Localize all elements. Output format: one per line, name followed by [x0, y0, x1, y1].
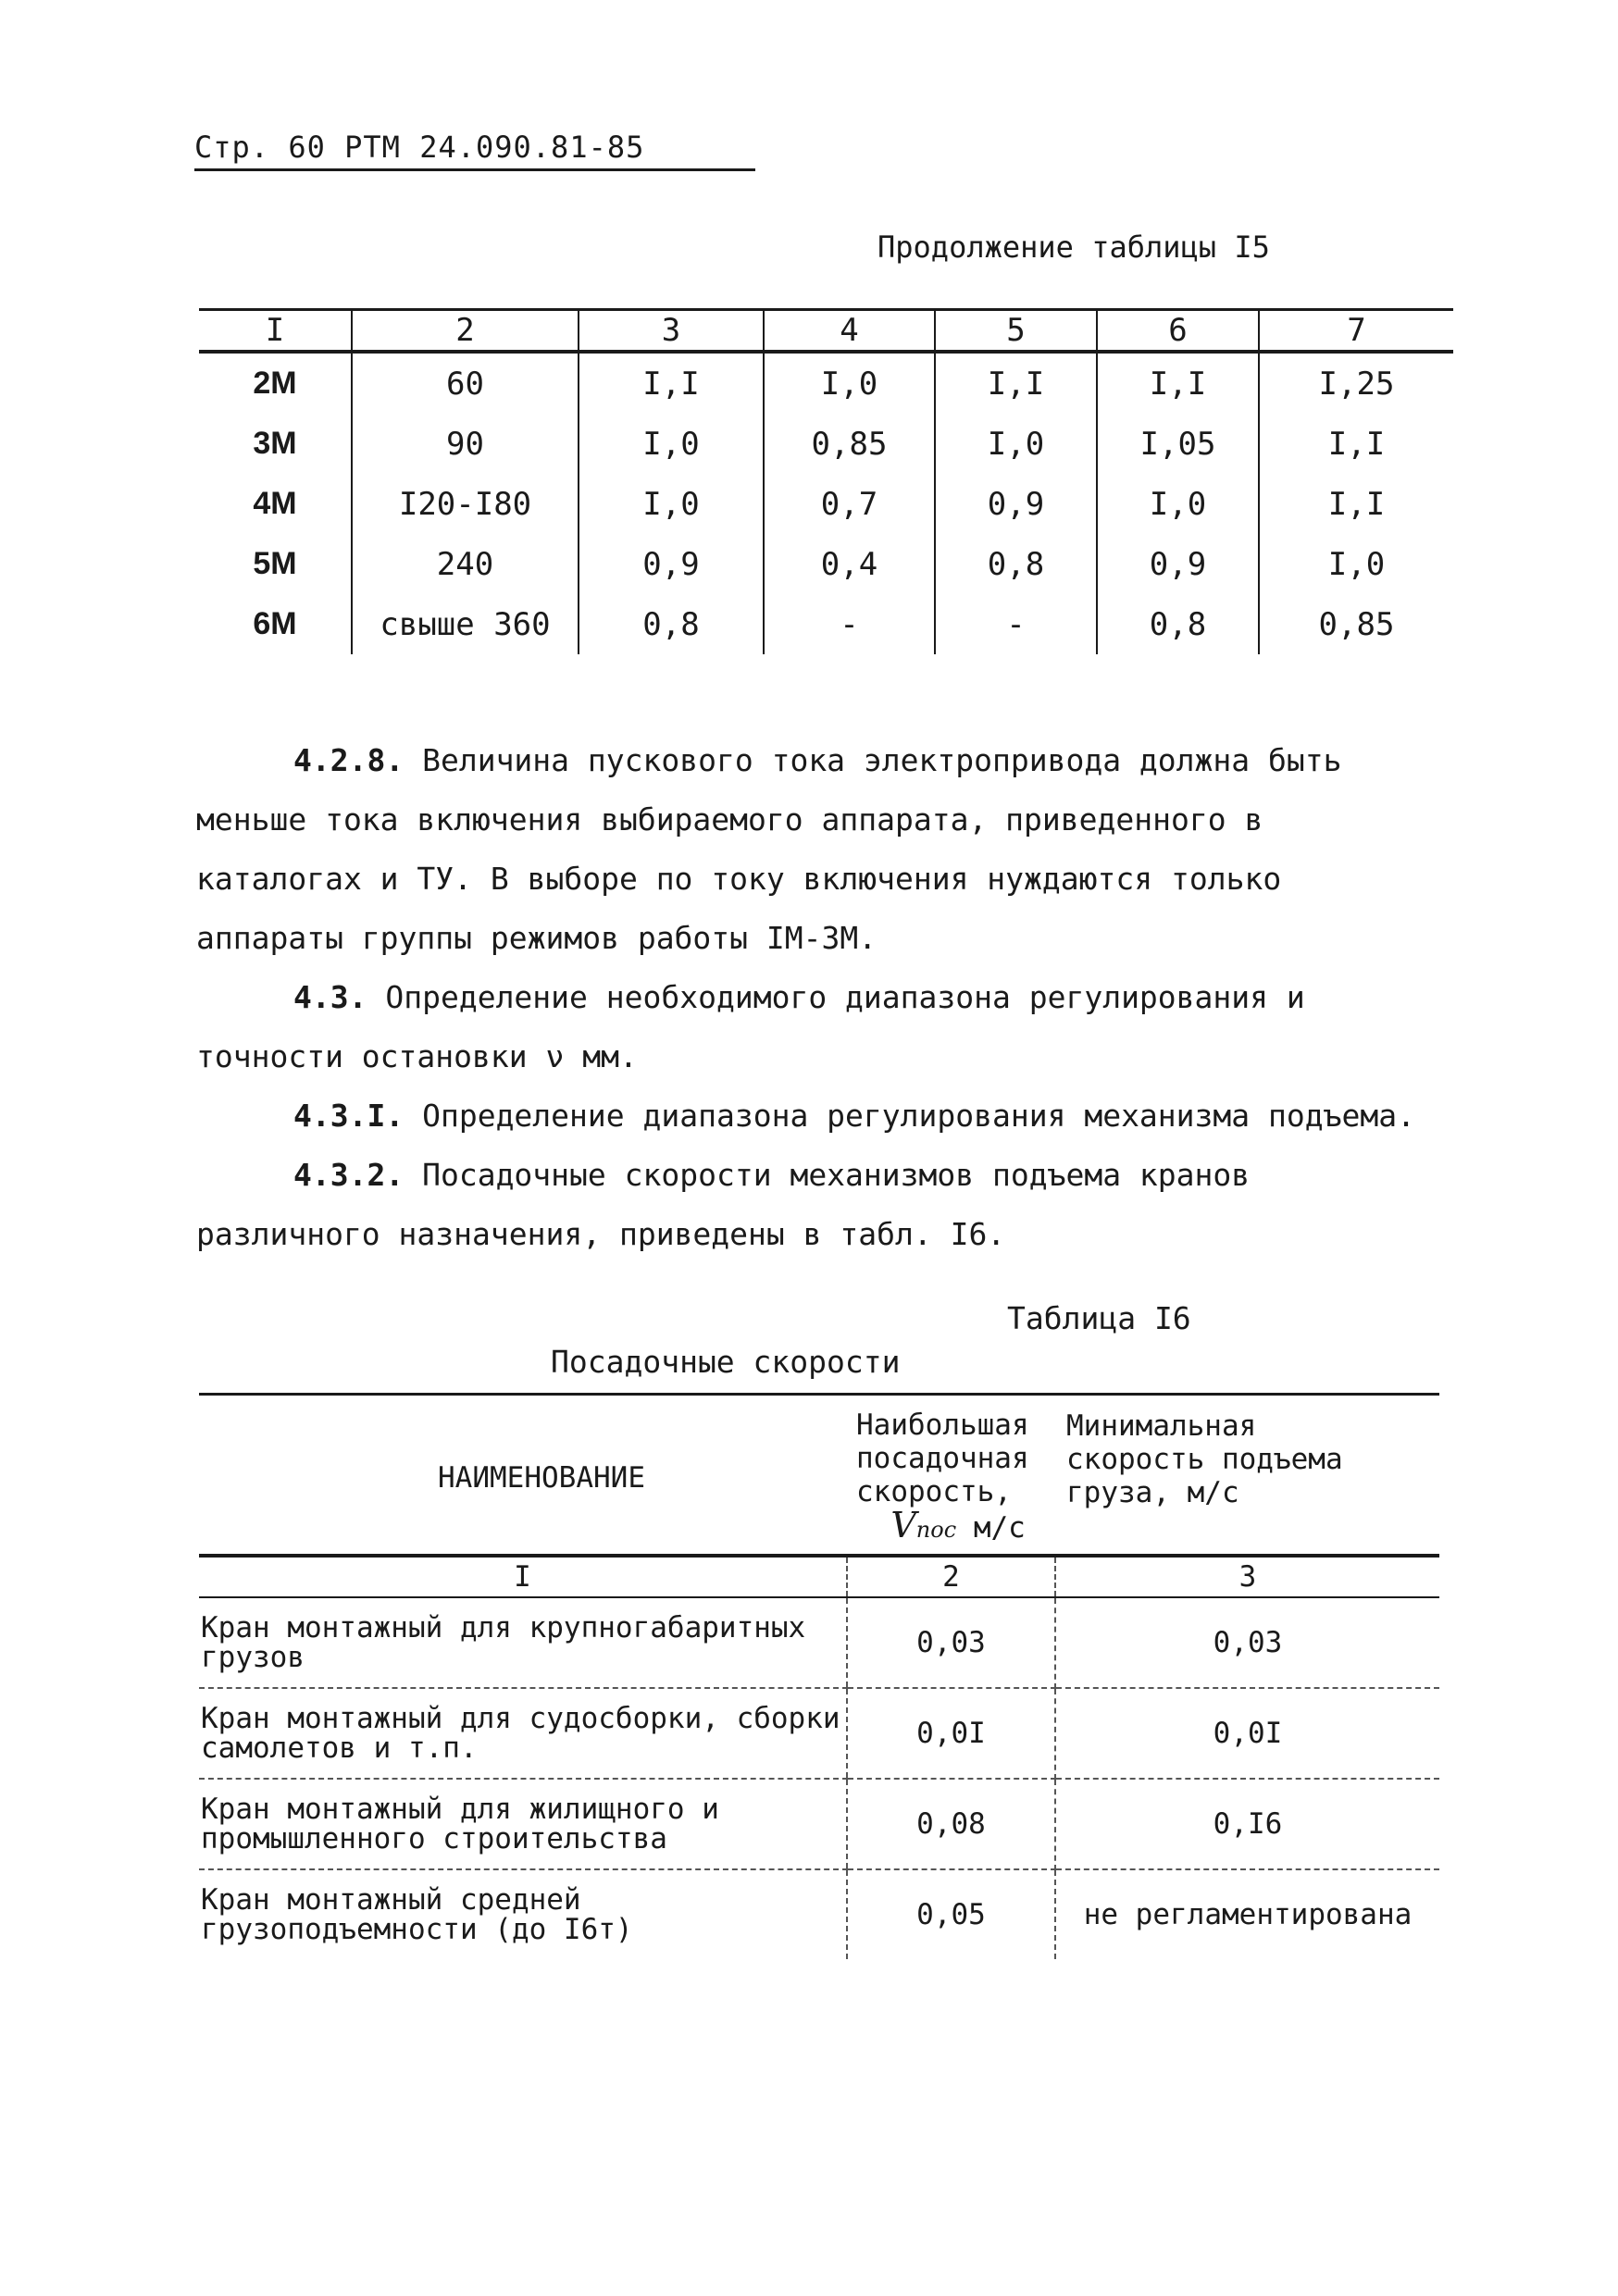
- header-line: Минимальная: [1066, 1409, 1257, 1443]
- table-row: [199, 474, 1453, 534]
- table-header-row: [199, 1395, 1439, 1557]
- column-number: I: [199, 310, 352, 353]
- column-number: 6: [1097, 310, 1259, 353]
- column-header-name: НАИМЕНОВАНИЕ: [199, 1395, 847, 1557]
- section-number: 4.3.2.: [293, 1157, 404, 1193]
- column-number: 7: [1259, 310, 1453, 353]
- landing-speed-value: 0,08: [847, 1779, 1055, 1869]
- section-number: 4.2.8.: [293, 742, 404, 778]
- column-number: 2: [847, 1556, 1055, 1597]
- table-cell: I,05: [1097, 414, 1259, 474]
- header-line: посадочная: [856, 1442, 1029, 1475]
- table-cell: I20-I80: [352, 474, 579, 534]
- header-line: Наибольшая: [856, 1409, 1029, 1442]
- column-number: 3: [1055, 1556, 1439, 1597]
- table-cell: 6М: [199, 594, 352, 654]
- table-cell: I,0: [764, 352, 935, 414]
- table-cell: 2М: [199, 352, 352, 414]
- table-cell: 4М: [199, 474, 352, 534]
- table-cell: 3М: [199, 414, 352, 474]
- table-cell: I,25: [1318, 365, 1395, 403]
- table-cell: 60: [352, 352, 579, 414]
- table-row: [199, 1688, 1439, 1779]
- table-16-title: Посадочные скорости: [551, 1344, 901, 1380]
- table-cell: -: [764, 594, 935, 654]
- crane-type: Кран монтажный для судосборки, сборки самолетов и т.п.: [199, 1688, 847, 1779]
- min-speed-value: 0,03: [1055, 1597, 1439, 1688]
- landing-speed-value: 0,0I: [847, 1688, 1055, 1779]
- section-number: 4.3.I.: [293, 1098, 404, 1134]
- table-cell: 0,85: [764, 414, 935, 474]
- header-formula: [856, 1505, 1055, 1546]
- table-cell: I,0: [935, 414, 1097, 474]
- paragraph-4-2-8: [196, 731, 1441, 968]
- section-number: 4.3.: [293, 979, 367, 1015]
- table-cell: 0,8: [579, 594, 764, 654]
- table-cell: 0,9: [935, 474, 1097, 534]
- table-cell: 0,8: [935, 534, 1097, 594]
- column-number: 2: [352, 310, 579, 353]
- paragraph-text: Определение необходимого диапазона регулирования и точности остановки ν мм.: [196, 979, 1305, 1074]
- min-speed-value: 0,0I: [1055, 1688, 1439, 1779]
- table-16: [199, 1393, 1439, 1959]
- column-number: 5: [935, 310, 1097, 353]
- velocity-symbol: V: [890, 1505, 916, 1545]
- column-number: 4: [764, 310, 935, 353]
- table-cell: 0,85: [1318, 605, 1395, 643]
- table-row: [199, 1869, 1439, 1959]
- landing-speed-value: 0,05: [847, 1869, 1055, 1959]
- table-cell: 5М: [199, 534, 352, 594]
- header-line: груза, м/с: [1066, 1475, 1239, 1509]
- paragraph-4-3-2: [196, 1146, 1441, 1264]
- table-continuation-label: Продолжение таблицы I5: [877, 230, 1270, 265]
- table-cell: 0,8: [1097, 594, 1259, 654]
- table-cell: I,I: [1097, 352, 1259, 414]
- header-line: скорость,: [856, 1475, 1012, 1508]
- table-15-continuation: [199, 308, 1453, 654]
- table-16-caption: Таблица I6: [1007, 1300, 1191, 1336]
- paragraph-text: Посадочные скорости механизмов подъема кранов различного назначения, приведены в табл. I6.: [196, 1157, 1251, 1252]
- table-cell: -: [935, 594, 1097, 654]
- paragraph-4-3-1: [196, 1086, 1441, 1146]
- table-cell: 0,9: [1097, 534, 1259, 594]
- table-cell: I,I: [935, 352, 1097, 414]
- table-cell: I,I: [1327, 485, 1386, 523]
- table-cell: 0,4: [764, 534, 935, 594]
- document-reference: Стр. 60 РТМ 24.090.81-85: [194, 130, 755, 171]
- paragraph-text: Величина пускового тока электропривода должна быть меньше тока включения выбираемого аппарата, приведенного в каталогах и ТУ. В выборе по току включения нуждаются только аппараты группы режимов работы IМ-3М.: [196, 742, 1342, 956]
- paragraph-text: Определение диапазона регулирования механизма подъема.: [422, 1098, 1415, 1134]
- crane-type: Кран монтажный для крупногабаритных грузов: [199, 1597, 847, 1688]
- table-cell: I,0: [579, 474, 764, 534]
- column-header-landing-speed: [847, 1395, 1055, 1557]
- table-cell: I,I: [1327, 425, 1386, 463]
- table-cell: I,0: [579, 414, 764, 474]
- column-number: I: [199, 1556, 847, 1597]
- table-cell: I,0: [1097, 474, 1259, 534]
- table-cell: 240: [352, 534, 579, 594]
- column-header-min-speed: [1055, 1395, 1439, 1557]
- velocity-subscript: пос: [915, 1517, 957, 1543]
- min-speed-value: не регламентирована: [1083, 1898, 1413, 1931]
- table-row: [199, 352, 1453, 414]
- table-row: [199, 1597, 1439, 1688]
- table-row: [199, 534, 1453, 594]
- table-cell: 0,9: [579, 534, 764, 594]
- min-speed-value: 0,I6: [1055, 1779, 1439, 1869]
- paragraph-4-3: [196, 968, 1441, 1086]
- table-row: [199, 414, 1453, 474]
- table-header-row: [199, 310, 1453, 353]
- table-cell: I,I: [579, 352, 764, 414]
- table-row: [199, 1779, 1439, 1869]
- landing-speed-value: 0,03: [847, 1597, 1055, 1688]
- header-line: скорость подъема: [1066, 1442, 1343, 1476]
- table-cell: I,0: [1327, 545, 1386, 583]
- table-cell: 0,7: [764, 474, 935, 534]
- unit-label: м/с: [973, 1511, 1026, 1545]
- column-number-row: [199, 1556, 1439, 1597]
- table-row: [199, 594, 1453, 654]
- table-cell: свыше 360: [352, 594, 579, 654]
- column-number: 3: [579, 310, 764, 353]
- crane-type: Кран монтажный для жилищного и промышленного строительства: [199, 1779, 847, 1869]
- crane-type: Кран монтажный средней грузоподъемности (до I6т): [201, 1883, 633, 1946]
- table-cell: 90: [352, 414, 579, 474]
